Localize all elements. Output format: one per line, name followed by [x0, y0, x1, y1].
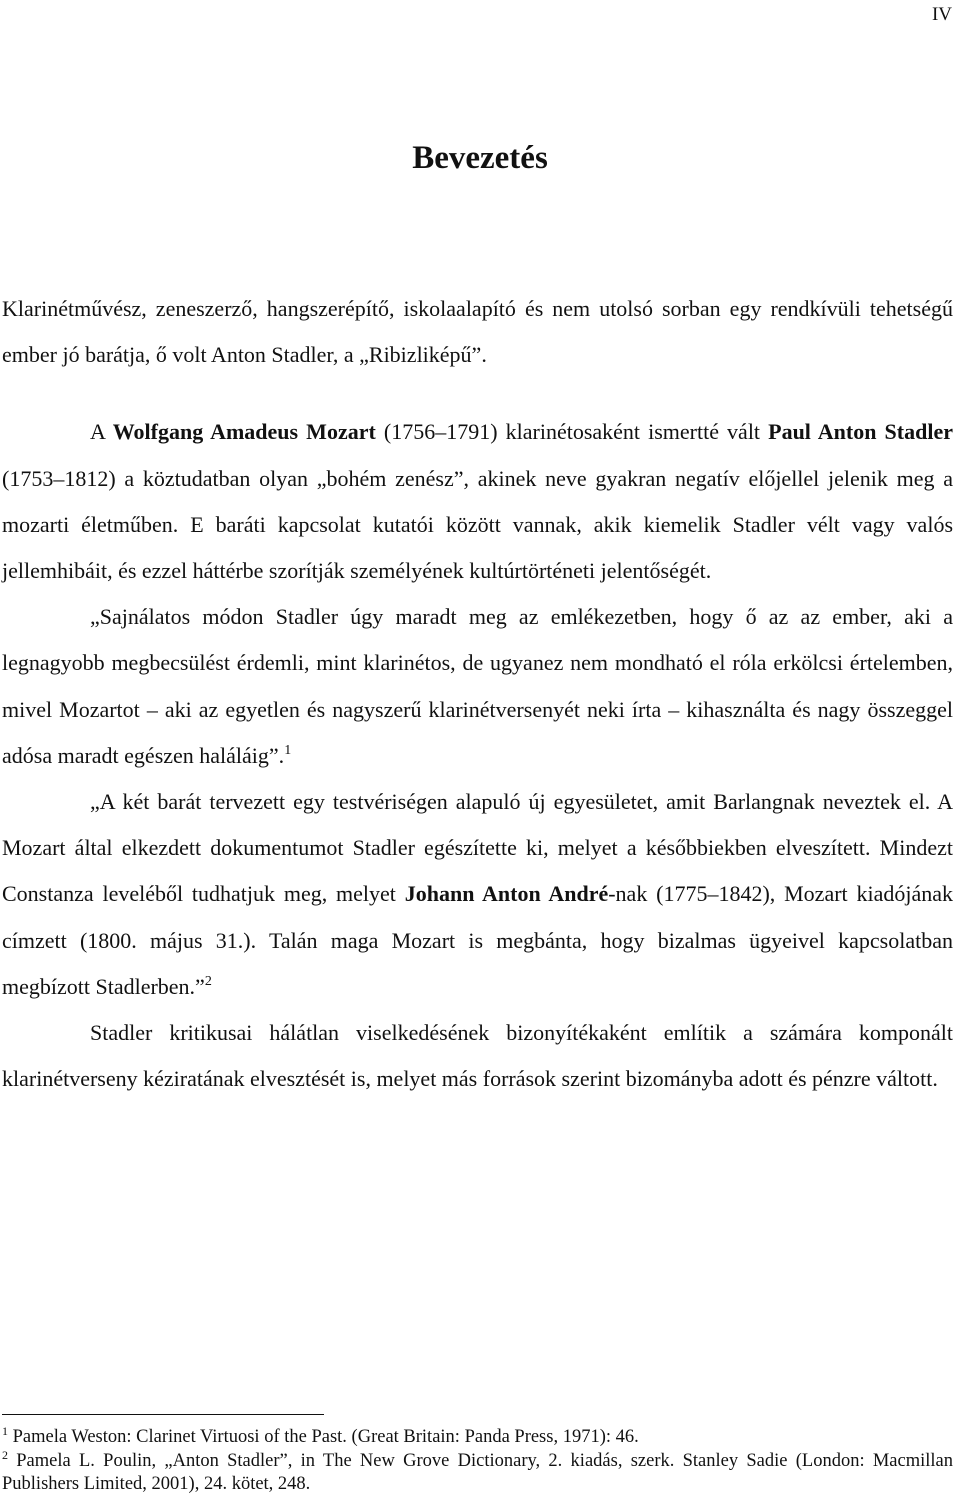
body-text — [2, 286, 953, 1102]
paragraph-stadler-reputation — [2, 409, 953, 594]
footnote-1 — [2, 1426, 953, 1450]
paragraph-quote-2 — [2, 779, 953, 1010]
footnotes — [2, 1426, 953, 1497]
footnote-2 — [2, 1447, 953, 1497]
footnote-1-text: Pamela Weston: Clarinet Virtuosi of the Past. (Great Britain: Panda Press, 1971): 46. — [12, 1427, 639, 1447]
name-mozart: Wolfgang Amadeus Mozart — [112, 419, 376, 445]
name-andre: Johann Anton André — [404, 881, 609, 907]
p4-text-a: „A két barát tervezett egy testvériségen alapuló új egyesületet, amit Barlangnak neveztek el. A Mozart által elkezdett dokumentumot Stadler egészítette ki, melyet a későbbiekben elveszített. Mindezt Constanza leveléből tudhatjuk meg, melyet — [2, 789, 953, 907]
quote-1-text: „Sajnálatos módon Stadler úgy maradt meg az emlékezetben, hogy ő az az ember, aki a legnagyobb megbecsülést érdemli, mint klarinétos, de ugyanez nem mondható el róla erkölcsi értelemben, mivel Mozartot – aki az egyetlen és nagyszerű klarinétversenyét neki írta – kihasználta és nagy összeggel adósa maradt egészen haláláig”. — [2, 604, 953, 768]
footnote-ref-1[interactable]: 1 — [284, 742, 292, 758]
paragraph-quote-1 — [2, 594, 953, 779]
page-title: Bevezetés — [412, 140, 548, 176]
paragraph-critics-text: Stadler kritikusai hálátlan viselkedésének bizonyítékaként említik a számára komponált klarinétverseny kéziratának elvesztését is, melyet más források szerint bizományba adott és pénzre váltott. — [2, 1020, 953, 1092]
paragraph-intro-text: Klarinétművész, zeneszerző, hangszerépítő, iskolaalapító és nem utolsó sorban egy rendkívüli tehetségű ember jó barátja, ő volt Anton Stadler, a „Ribizliképű”. — [2, 296, 953, 368]
paragraph-intro — [2, 286, 953, 378]
name-stadler: Paul Anton Stadler — [768, 419, 953, 445]
paragraph-critics — [2, 1010, 953, 1102]
footnote-ref-2[interactable]: 2 — [204, 973, 212, 989]
p2-text-a: A — [90, 419, 113, 445]
footnote-2-number: 2 — [2, 1447, 8, 1462]
footnote-divider — [2, 1414, 324, 1415]
p4-text-c: -nak (1775–1842), Mozart kiadójának címzett (1800. május 31.). Talán maga Mozart is megbánta, hogy bizalmas ügyeivel kapcsolatban megbízott Stadlerben.” — [2, 881, 953, 999]
p2-text-d: (1753–1812) a köztudatban olyan „bohém zenész”, akinek neve gyakran negatív előjellel jelenik meg a mozarti életműben. E baráti kapcsolat kutatói között vannak, akik kiemelik Stadler vélt vagy valós jellemhibáit, és ezzel háttérbe szorítják személyének kultúrtörténeti jelentőségét. — [2, 465, 953, 584]
footnote-1-number: 1 — [2, 1424, 8, 1438]
footnote-2-text: Pamela L. Poulin, „Anton Stadler”, in The New Grove Dictionary, 2. kiadás, szerk. Stanley Sadie (London: Macmillan Publishers Limited, 2001), 24. kötet, 248. — [2, 1450, 953, 1494]
p2-text-c: (1756–1791) klarinétosaként ismertté vált — [375, 419, 769, 445]
page-number: IV — [931, 4, 952, 25]
